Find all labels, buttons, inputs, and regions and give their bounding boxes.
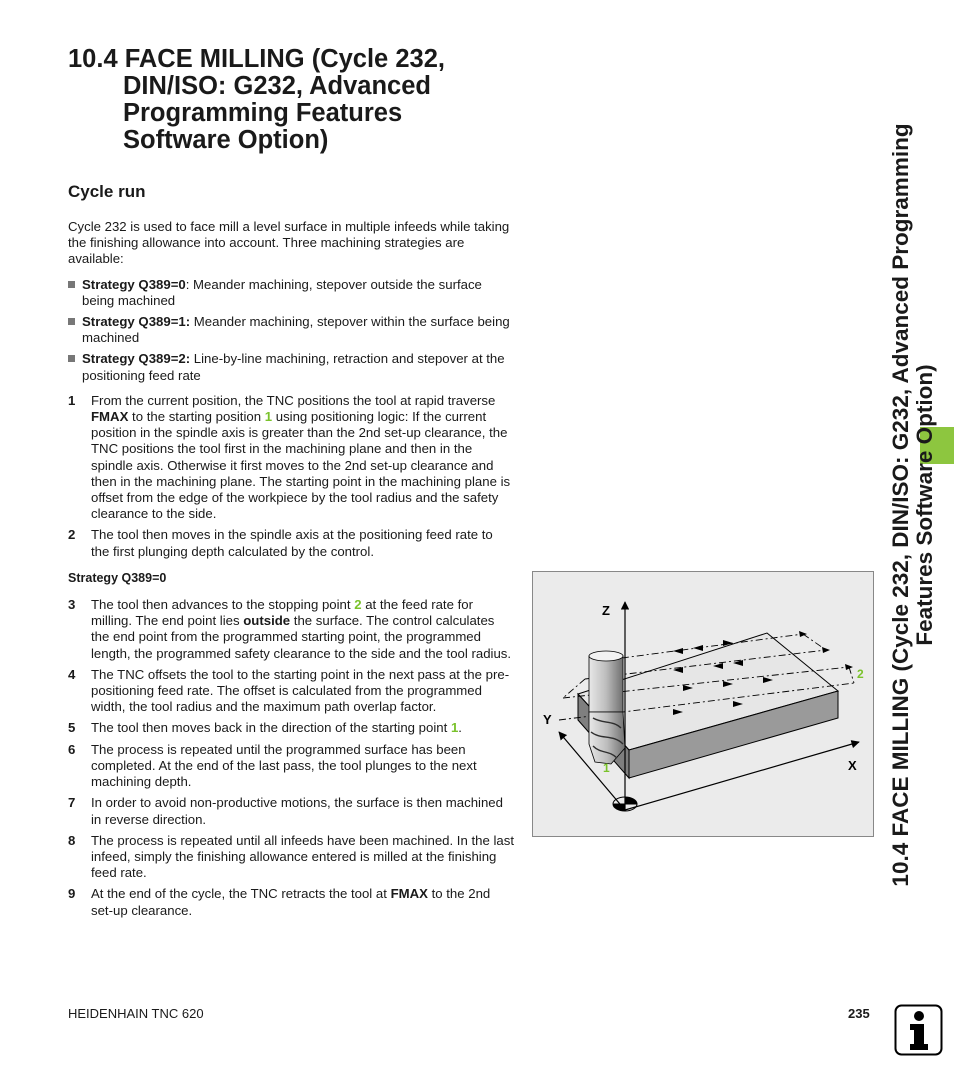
bullet-square-icon <box>68 281 75 288</box>
face-milling-diagram <box>533 572 873 836</box>
step-bold: FMAX <box>91 409 129 425</box>
step-item <box>68 597 514 662</box>
step-item <box>68 393 514 523</box>
step-text: From the current position, the TNC positions the tool at rapid traverse <box>91 392 496 408</box>
step-text: In order to avoid non-productive motions, the surface is then machined in reverse direction. <box>91 795 503 827</box>
title-line: Software Option) <box>123 126 329 154</box>
step-text: at the feed rate for milling. The end point lies <box>91 597 473 629</box>
side-title-line: 10.4 FACE MILLING (Cycle 232, DIN/ISO: G232, Advanced Programming <box>888 123 913 887</box>
step-text: using positioning logic: If the current position in the spindle axis is greater than the 2nd set-up clearance, the TNC positions the tool first in the machining plane and then in the spindle axis. Otherwise it first moves to the 2nd set-up clearance and then in the machining plane. The starting point in the machining plane is offset from the edge of the workpiece by the tool radius and the safety clearance to the side. <box>91 409 511 522</box>
step-item <box>68 527 514 559</box>
step-number: 1 <box>68 392 76 408</box>
position-ref: 1 <box>450 720 459 736</box>
step-item <box>68 667 514 716</box>
step-text: to the starting position <box>128 409 265 425</box>
face-milling-figure <box>532 571 874 837</box>
step-item <box>68 886 514 918</box>
intro-paragraph: Cycle 232 is used to face mill a level surface in multiple infeeds while taking the finishing allowance into account. Three machining strategies are available: <box>68 219 510 267</box>
body-column <box>68 219 514 924</box>
y-axis-label: Y <box>543 712 552 727</box>
position-ref: 2 <box>354 597 362 613</box>
step-item <box>68 720 514 736</box>
bullet-square-icon <box>68 318 75 325</box>
strategy-text: Line-by-line machining, retraction and stepover at the positioning feed rate <box>82 351 505 383</box>
list-item <box>68 314 514 346</box>
step-text: . <box>458 720 462 736</box>
step-text: The process is repeated until the programmed surface has been completed. At the end of the last pass, the tool plunges to the next machining depth. <box>91 741 477 790</box>
step-number: 6 <box>68 741 76 757</box>
strategy-text: : Meander machining, stepover outside the surface being machined <box>82 276 482 308</box>
strategy-label: Strategy Q389=2: <box>82 351 191 367</box>
step-number: 3 <box>68 597 76 613</box>
step-text: The process is repeated until all infeeds have been machined. In the last infeed, simply the finishing allowance entered is milled at the finishing feed rate. <box>91 832 514 881</box>
bullet-square-icon <box>68 355 75 362</box>
title-line: Programming Features <box>123 99 403 127</box>
stop-point-label: 2 <box>857 667 864 681</box>
step-number: 7 <box>68 795 76 811</box>
z-axis-label: Z <box>602 603 610 618</box>
step-text: The tool then moves in the spindle axis at the positioning feed rate to the first plunging depth calculated by the control. <box>91 527 493 559</box>
step-number: 8 <box>68 832 76 848</box>
page-number: 235 <box>848 1006 870 1021</box>
step-text: The TNC offsets the tool to the starting point in the next pass at the pre-positioning feed rate. The offset is calculated from the programmed width, the tool radius and the maximum path overlap factor. <box>91 666 510 715</box>
section-heading: Cycle run <box>68 182 146 201</box>
step-text: At the end of the cycle, the TNC retracts the tool at <box>91 886 391 902</box>
step-number: 4 <box>68 666 76 682</box>
strategy-text: Meander machining, stepover within the surface being machined <box>82 314 510 346</box>
step-number: 9 <box>68 886 76 902</box>
step-bold: FMAX <box>390 886 428 902</box>
side-title-line: Features Software Option) <box>912 364 937 646</box>
step-item <box>68 742 514 791</box>
step-text: The tool then moves back in the direction of the starting point <box>91 720 451 736</box>
list-item <box>68 351 514 383</box>
strategy-label: Strategy Q389=0 <box>82 276 186 292</box>
subheading: Strategy Q389=0 <box>68 570 167 585</box>
step-text: The tool then advances to the stopping point <box>91 597 355 613</box>
step-number: 2 <box>68 527 76 543</box>
step-bold: outside <box>243 613 291 629</box>
title-line: DIN/ISO: G232, Advanced <box>123 72 431 100</box>
position-ref: 1 <box>264 409 273 425</box>
start-point-label: 1 <box>603 761 610 775</box>
step-text: the surface. The control calculates the end point from the programmed starting point, the programmed length, the programmed safety clearance to the side and the tool radius. <box>91 613 512 661</box>
step-number: 5 <box>68 720 76 736</box>
footer-product: HEIDENHAIN TNC 620 <box>68 1006 204 1021</box>
step-item <box>68 833 514 882</box>
x-axis-label: X <box>848 758 857 773</box>
list-item <box>68 277 514 309</box>
page-title <box>68 46 528 154</box>
step-text: to the 2nd set-up clearance. <box>91 886 491 918</box>
strategy-label: Strategy Q389=1: <box>82 314 191 330</box>
info-icon <box>894 1004 943 1056</box>
title-line: 10.4 FACE MILLING (Cycle 232, <box>68 45 445 73</box>
step-item <box>68 795 514 827</box>
